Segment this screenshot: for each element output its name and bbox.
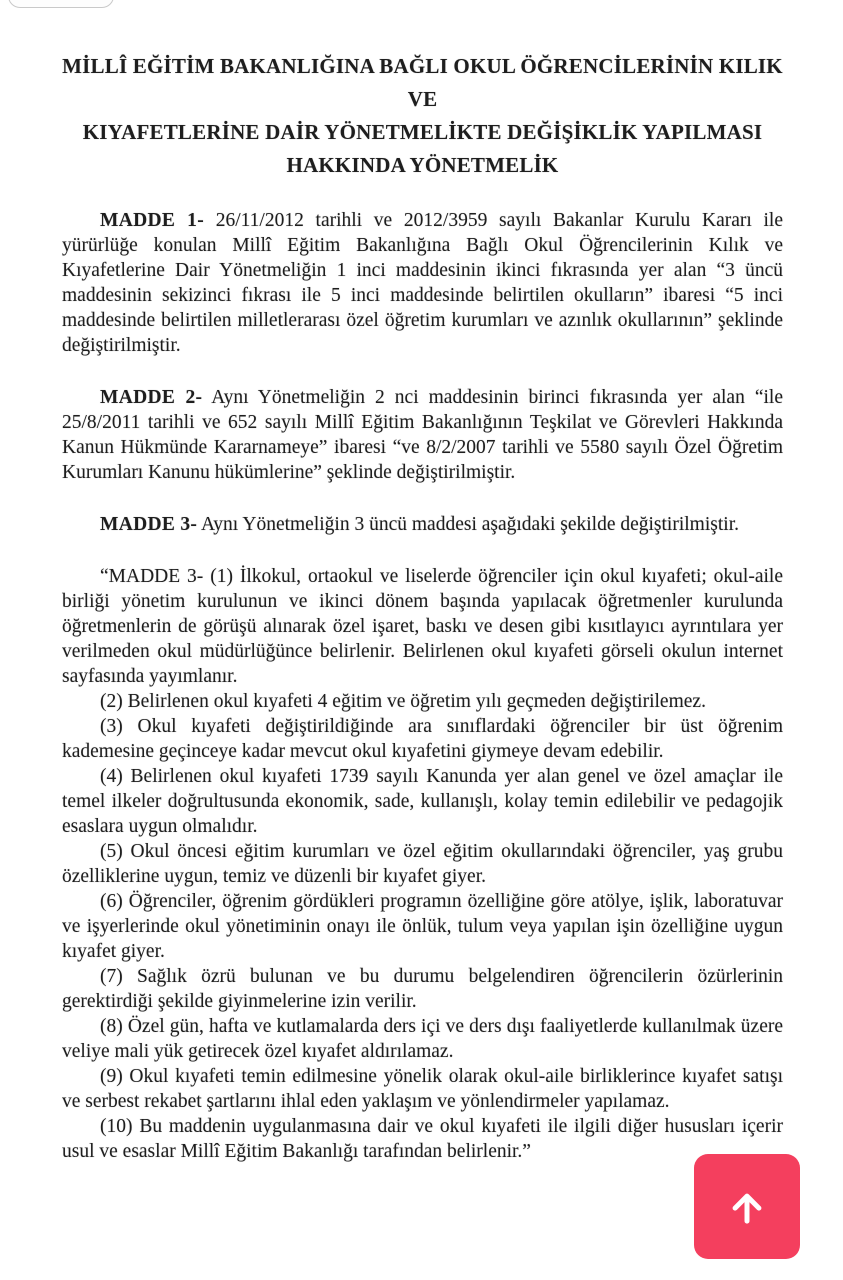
- article-lead: MADDE 3-: [100, 514, 198, 535]
- clause-paragraph: (8) Özel gün, hafta ve kutlamalarda ders içi ve ders dışı faaliyetlerde kullanılmak üzere veliye mali yük getirecek özel kıyafet aldırılamaz.: [62, 1016, 783, 1062]
- article-paragraph-2: [62, 385, 783, 485]
- clause-paragraph: (2) Belirlenen okul kıyafeti 4 eğitim ve öğretim yılı geçmeden değiştirilemez.: [100, 691, 706, 712]
- article-text: Aynı Yönetmeliğin 2 nci maddesinin birinci fıkrasında yer alan “ile 25/8/2011 tarihli ve 652 sayılı Millî Eğitim Bakanlığının Teşkilat ve Görevleri Hakkında Kanun Hükmünde Kararnameye” ibaresi “ve 8/2/2007 tarihli ve 5580 sayılı Özel Öğretim Kurumları Kanunu hükümlerine” şeklinde değiştirilmiştir.: [62, 387, 783, 483]
- clause-paragraph: (6) Öğrenciler, öğrenim gördükleri programın özelliğine göre atölye, işlik, laboratuvar ve işyerlerinde okul yönetiminin onayı ile önlük, tulum veya yapılan işin özelliğine uygun kıyafet giyer.: [62, 891, 783, 962]
- article-text: Aynı Yönetmeliğin 3 üncü maddesi aşağıdaki şekilde değiştirilmiştir.: [201, 514, 739, 535]
- scroll-to-top-button[interactable]: [694, 1154, 800, 1259]
- up-arrow-icon: [721, 1181, 773, 1233]
- top-partial-button[interactable]: [8, 0, 114, 8]
- clause-paragraph: (9) Okul kıyafeti temin edilmesine yönelik olarak okul-aile birliklerince kıyafet satışı ve serbest rekabet şartlarını ihlal eden yaklaşım ve yönlendirmeler yapılamaz.: [62, 1066, 783, 1112]
- document-title: [62, 50, 783, 182]
- article-lead: MADDE 2-: [100, 387, 203, 408]
- document-page: [62, 50, 783, 1164]
- document-title-line: HAKKINDA YÖNETMELİK: [286, 153, 559, 177]
- article-paragraph-3: [62, 512, 783, 537]
- clause-paragraph: (7) Sağlık özrü bulunan ve bu durumu belgelendiren öğrencilerin özürlerinin gerektirdiği şekilde giyinmelerine izin verilir.: [62, 966, 783, 1012]
- amended-clauses-block: [62, 564, 783, 1164]
- article-text: 26/11/2012 tarihli ve 2012/3959 sayılı Bakanlar Kurulu Kararı ile yürürlüğe konulan Millî Eğitim Bakanlığına Bağlı Okul Öğrencilerinin Kılık ve Kıyafetlerine Dair Yönetmeliğin 1 inci maddesinin ikinci fıkrasında yer alan “3 üncü maddesinin sekizinci fıkrası ile 5 inci maddesinde belirtilen okulların” ibaresi “5 inci maddesinde belirtilen milletlerarası özel öğretim kurumları ve azınlık okullarının” şeklinde değiştirilmiştir.: [62, 210, 783, 356]
- clause-paragraph: (3) Okul kıyafeti değiştirildiğinde ara sınıflardaki öğrenciler bir üst öğrenim kademesine geçinceye kadar mevcut okul kıyafetini giymeye devam edebilir.: [62, 716, 783, 762]
- clause-paragraph: “MADDE 3- (1) İlkokul, ortaokul ve liselerde öğrenciler için okul kıyafeti; okul-aile birliği yönetim kurulunun ve ikinci dönem başında yapılacak öğretmenler kurulunda öğretmenlerin de görüşü alınarak özel işaret, baskı ve desen gibi kısıtlayıcı ayrıntılara yer verilmeden okul müdürlüğünce belirlenir. Belirlenen okul kıyafeti görseli okulun internet sayfasında yayımlanır.: [62, 566, 783, 687]
- document-title-line: MİLLÎ EĞİTİM BAKANLIĞINA BAĞLI OKUL ÖĞRENCİLERİNİN KILIK VE: [62, 54, 783, 111]
- article-paragraph-1: [62, 208, 783, 358]
- clause-paragraph: (10) Bu maddenin uygulanmasına dair ve okul kıyafeti ile ilgili diğer hususları içerir usul ve esaslar Millî Eğitim Bakanlığı tarafından belirlenir.”: [62, 1116, 783, 1162]
- article-lead: MADDE 1-: [100, 210, 205, 231]
- clause-paragraph: (4) Belirlenen okul kıyafeti 1739 sayılı Kanunda yer alan genel ve özel amaçlar ile temel ilkeler doğrultusunda ekonomik, sade, kullanışlı, kolay temin edilebilir ve pedagojik esaslara uygun olmalıdır.: [62, 766, 783, 837]
- document-title-line: KIYAFETLERİNE DAİR YÖNETMELİKTE DEĞİŞİKLİK YAPILMASI: [82, 120, 763, 144]
- clause-paragraph: (5) Okul öncesi eğitim kurumları ve özel eğitim okullarındaki öğrenciler, yaş grubu özelliklerine uygun, temiz ve düzenli bir kıyafet giyer.: [62, 841, 783, 887]
